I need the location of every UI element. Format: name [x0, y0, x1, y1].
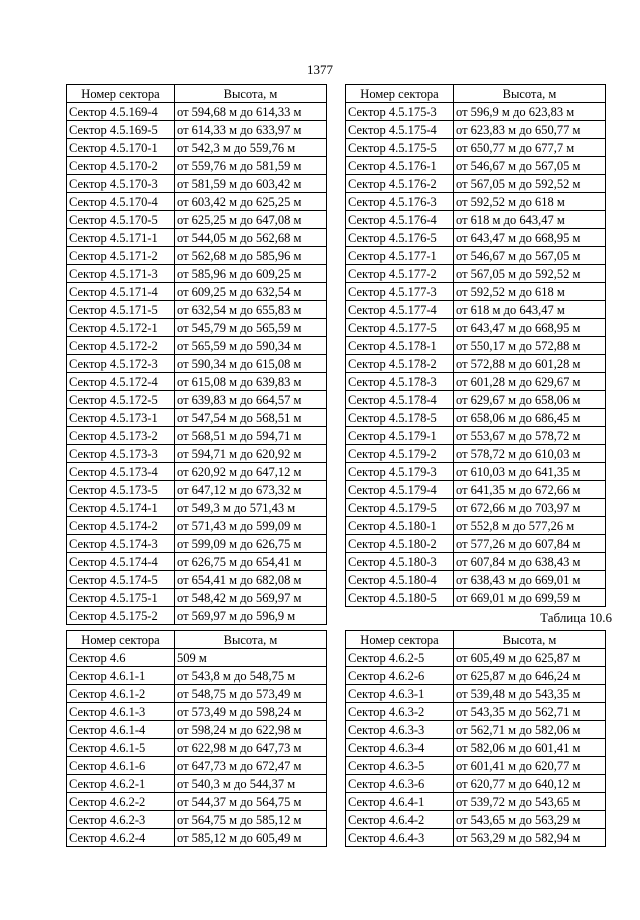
table-row [67, 427, 327, 445]
height-cell: от 632,54 м до 655,83 м [175, 301, 327, 319]
sector-cell: Сектор 4.5.176-4 [346, 211, 454, 229]
height-cell: от 609,25 м до 632,54 м [175, 283, 327, 301]
height-cell: от 618 м до 643,47 м [454, 301, 606, 319]
sector-cell: Сектор 4.5.170-5 [67, 211, 175, 229]
sector-cell: Сектор 4.6.1-4 [67, 721, 175, 739]
table-row [67, 193, 327, 211]
height-cell: от 573,49 м до 598,24 м [175, 703, 327, 721]
height-cell: от 641,35 м до 672,66 м [454, 481, 606, 499]
height-cell: от 546,67 м до 567,05 м [454, 157, 606, 175]
sector-cell: Сектор 4.5.176-2 [346, 175, 454, 193]
table-row [67, 121, 327, 139]
sector-cell: Сектор 4.5.178-1 [346, 337, 454, 355]
header-sector: Номер сектора [346, 631, 454, 649]
height-cell: от 563,29 м до 582,94 м [454, 829, 606, 847]
sector-cell: Сектор 4.5.170-1 [67, 139, 175, 157]
table-row [346, 685, 606, 703]
height-cell: от 542,3 м до 559,76 м [175, 139, 327, 157]
sector-cell: Сектор 4.5.171-4 [67, 283, 175, 301]
sector-cell: Сектор 4.6.3-1 [346, 685, 454, 703]
sector-cell: Сектор 4.5.178-5 [346, 409, 454, 427]
table-header-row [67, 85, 327, 103]
sector-cell: Сектор 4.5.170-2 [67, 157, 175, 175]
table-row [346, 157, 606, 175]
sector-cell: Сектор 4.5.177-5 [346, 319, 454, 337]
height-cell: от 596,9 м до 623,83 м [454, 103, 606, 121]
height-cell: от 643,47 м до 668,95 м [454, 229, 606, 247]
sector-cell: Сектор 4.5.180-4 [346, 571, 454, 589]
height-cell: от 544,37 м до 564,75 м [175, 793, 327, 811]
table-row [346, 649, 606, 667]
table-row [67, 211, 327, 229]
sector-cell: Сектор 4.6.4-2 [346, 811, 454, 829]
sector-cell: Сектор 4.6.3-4 [346, 739, 454, 757]
sector-cell: Сектор 4.6 [67, 649, 175, 667]
sector-cell: Сектор 4.6.3-6 [346, 775, 454, 793]
sector-cell: Сектор 4.5.174-5 [67, 571, 175, 589]
table-row [346, 481, 606, 499]
height-cell: от 565,59 м до 590,34 м [175, 337, 327, 355]
height-cell: от 638,43 м до 669,01 м [454, 571, 606, 589]
table-row [346, 811, 606, 829]
table-row [346, 463, 606, 481]
height-cell: от 562,68 м до 585,96 м [175, 247, 327, 265]
height-cell: от 567,05 м до 592,52 м [454, 175, 606, 193]
sector-cell: Сектор 4.5.175-2 [67, 607, 175, 625]
table-header-row [346, 85, 606, 103]
table-row [346, 121, 606, 139]
table-row [67, 739, 327, 757]
height-cell: от 559,76 м до 581,59 м [175, 157, 327, 175]
sector-cell: Сектор 4.5.177-2 [346, 265, 454, 283]
table-caption: Таблица 10.6 [540, 610, 612, 625]
height-cell: от 639,83 м до 664,57 м [175, 391, 327, 409]
table-row [346, 373, 606, 391]
table-header-row [346, 631, 606, 649]
table-row [346, 553, 606, 571]
height-cell: от 601,28 м до 629,67 м [454, 373, 606, 391]
sector-cell: Сектор 4.5.170-4 [67, 193, 175, 211]
sector-cell: Сектор 4.6.2-4 [67, 829, 175, 847]
sector-cell: Сектор 4.6.1-5 [67, 739, 175, 757]
sector-cell: Сектор 4.6.3-5 [346, 757, 454, 775]
height-cell: от 545,79 м до 565,59 м [175, 319, 327, 337]
sector-cell: Сектор 4.6.2-2 [67, 793, 175, 811]
sector-cell: Сектор 4.5.172-2 [67, 337, 175, 355]
table-row [67, 157, 327, 175]
height-cell: от 615,08 м до 639,83 м [175, 373, 327, 391]
table-row [346, 775, 606, 793]
table-row [346, 283, 606, 301]
table-row [67, 337, 327, 355]
height-cell: от 594,71 м до 620,92 м [175, 445, 327, 463]
table-row [67, 535, 327, 553]
sector-height-table-3 [66, 630, 327, 847]
sector-cell: Сектор 4.6.2-3 [67, 811, 175, 829]
height-cell: от 618 м до 643,47 м [454, 211, 606, 229]
table-row [346, 229, 606, 247]
sector-cell: Сектор 4.6.3-3 [346, 721, 454, 739]
sector-cell: Сектор 4.5.177-4 [346, 301, 454, 319]
table-row [67, 829, 327, 847]
table-row [67, 391, 327, 409]
sector-cell: Сектор 4.5.175-3 [346, 103, 454, 121]
sector-cell: Сектор 4.5.174-3 [67, 535, 175, 553]
table-row [346, 139, 606, 157]
table-row [346, 757, 606, 775]
table-row [346, 427, 606, 445]
sector-cell: Сектор 4.5.175-4 [346, 121, 454, 139]
height-cell: от 581,59 м до 603,42 м [175, 175, 327, 193]
sector-cell: Сектор 4.6.1-2 [67, 685, 175, 703]
height-cell: от 592,52 м до 618 м [454, 283, 606, 301]
height-cell: от 543,8 м до 548,75 м [175, 667, 327, 685]
table-row [346, 247, 606, 265]
sector-cell: Сектор 4.5.176-5 [346, 229, 454, 247]
sector-cell: Сектор 4.5.171-2 [67, 247, 175, 265]
table-row [346, 517, 606, 535]
table-row [346, 301, 606, 319]
height-cell: от 592,52 м до 618 м [454, 193, 606, 211]
sector-cell: Сектор 4.5.178-3 [346, 373, 454, 391]
height-cell: от 647,12 м до 673,32 м [175, 481, 327, 499]
height-cell: от 601,41 м до 620,77 м [454, 757, 606, 775]
sector-height-table-1 [66, 84, 327, 625]
table-row [67, 373, 327, 391]
sector-cell: Сектор 4.5.171-1 [67, 229, 175, 247]
table-row [67, 283, 327, 301]
sector-cell: Сектор 4.5.172-4 [67, 373, 175, 391]
table-row [346, 571, 606, 589]
height-cell: от 605,49 м до 625,87 м [454, 649, 606, 667]
height-cell: от 552,8 м до 577,26 м [454, 517, 606, 535]
sector-cell: Сектор 4.5.174-2 [67, 517, 175, 535]
table-row [67, 319, 327, 337]
header-height: Высота, м [175, 85, 327, 103]
height-cell: от 598,24 м до 622,98 м [175, 721, 327, 739]
height-cell: от 643,47 м до 668,95 м [454, 319, 606, 337]
height-cell: от 578,72 м до 610,03 м [454, 445, 606, 463]
height-cell: от 658,06 м до 686,45 м [454, 409, 606, 427]
sector-cell: Сектор 4.5.180-5 [346, 589, 454, 607]
table-row [67, 517, 327, 535]
table-row [346, 337, 606, 355]
header-height: Высота, м [454, 85, 606, 103]
table-row [67, 175, 327, 193]
sector-cell: Сектор 4.5.180-2 [346, 535, 454, 553]
height-cell: от 654,41 м до 682,08 м [175, 571, 327, 589]
height-cell: от 650,77 м до 677,7 м [454, 139, 606, 157]
sector-cell: Сектор 4.5.179-5 [346, 499, 454, 517]
table-row [346, 175, 606, 193]
sector-cell: Сектор 4.5.170-3 [67, 175, 175, 193]
height-cell: от 626,75 м до 654,41 м [175, 553, 327, 571]
height-cell: от 647,73 м до 672,47 м [175, 757, 327, 775]
table-row [67, 553, 327, 571]
sector-cell: Сектор 4.6.1-6 [67, 757, 175, 775]
table-row [67, 409, 327, 427]
sector-cell: Сектор 4.6.3-2 [346, 703, 454, 721]
height-cell: от 672,66 м до 703,97 м [454, 499, 606, 517]
height-cell: от 607,84 м до 638,43 м [454, 553, 606, 571]
sector-cell: Сектор 4.5.174-1 [67, 499, 175, 517]
height-cell: от 623,83 м до 650,77 м [454, 121, 606, 139]
sector-cell: Сектор 4.5.178-4 [346, 391, 454, 409]
height-cell: от 569,97 м до 596,9 м [175, 607, 327, 625]
table-row [67, 589, 327, 607]
sector-cell: Сектор 4.5.172-5 [67, 391, 175, 409]
header-sector: Номер сектора [67, 631, 175, 649]
height-cell: 509 м [175, 649, 327, 667]
table-row [67, 463, 327, 481]
table-row [67, 607, 327, 625]
height-cell: от 550,17 м до 572,88 м [454, 337, 606, 355]
table-row [346, 499, 606, 517]
table-row [67, 355, 327, 373]
table-row [346, 739, 606, 757]
table-row [67, 685, 327, 703]
table-row [346, 535, 606, 553]
table-row [67, 757, 327, 775]
height-cell: от 620,77 м до 640,12 м [454, 775, 606, 793]
table-row [67, 775, 327, 793]
height-cell: от 547,54 м до 568,51 м [175, 409, 327, 427]
table-row [67, 265, 327, 283]
sector-cell: Сектор 4.5.173-5 [67, 481, 175, 499]
table-row [346, 667, 606, 685]
sector-cell: Сектор 4.5.173-3 [67, 445, 175, 463]
height-cell: от 603,42 м до 625,25 м [175, 193, 327, 211]
table-row [346, 829, 606, 847]
sector-cell: Сектор 4.5.174-4 [67, 553, 175, 571]
height-cell: от 582,06 м до 601,41 м [454, 739, 606, 757]
height-cell: от 625,25 м до 647,08 м [175, 211, 327, 229]
table-row [346, 703, 606, 721]
sector-cell: Сектор 4.5.171-3 [67, 265, 175, 283]
table-row [67, 793, 327, 811]
sector-cell: Сектор 4.5.179-2 [346, 445, 454, 463]
sector-cell: Сектор 4.5.179-3 [346, 463, 454, 481]
table-row [346, 793, 606, 811]
sector-cell: Сектор 4.6.4-3 [346, 829, 454, 847]
sector-cell: Сектор 4.6.2-1 [67, 775, 175, 793]
sector-cell: Сектор 4.6.1-1 [67, 667, 175, 685]
height-cell: от 622,98 м до 647,73 м [175, 739, 327, 757]
height-cell: от 614,33 м до 633,97 м [175, 121, 327, 139]
table-row [67, 721, 327, 739]
height-cell: от 539,72 м до 543,65 м [454, 793, 606, 811]
table-row [67, 247, 327, 265]
table-row [67, 301, 327, 319]
height-cell: от 577,26 м до 607,84 м [454, 535, 606, 553]
header-height: Высота, м [454, 631, 606, 649]
sector-cell: Сектор 4.5.176-3 [346, 193, 454, 211]
sector-height-table-4 [345, 630, 606, 847]
height-cell: от 549,3 м до 571,43 м [175, 499, 327, 517]
height-cell: от 548,42 м до 569,97 м [175, 589, 327, 607]
table-row [67, 103, 327, 121]
sector-cell: Сектор 4.5.175-1 [67, 589, 175, 607]
height-cell: от 625,87 м до 646,24 м [454, 667, 606, 685]
table-row [346, 391, 606, 409]
sector-cell: Сектор 4.5.180-1 [346, 517, 454, 535]
height-cell: от 620,92 м до 647,12 м [175, 463, 327, 481]
sector-cell: Сектор 4.6.2-6 [346, 667, 454, 685]
table-row [67, 703, 327, 721]
height-cell: от 590,34 м до 615,08 м [175, 355, 327, 373]
sector-cell: Сектор 4.5.176-1 [346, 157, 454, 175]
height-cell: от 599,09 м до 626,75 м [175, 535, 327, 553]
height-cell: от 567,05 м до 592,52 м [454, 265, 606, 283]
table-row [67, 499, 327, 517]
height-cell: от 564,75 м до 585,12 м [175, 811, 327, 829]
height-cell: от 594,68 м до 614,33 м [175, 103, 327, 121]
header-height: Высота, м [175, 631, 327, 649]
table-row [67, 811, 327, 829]
sector-cell: Сектор 4.5.169-4 [67, 103, 175, 121]
sector-cell: Сектор 4.5.177-1 [346, 247, 454, 265]
sector-cell: Сектор 4.5.179-1 [346, 427, 454, 445]
sector-height-table-2 [345, 84, 606, 607]
table-row [67, 649, 327, 667]
height-cell: от 548,75 м до 573,49 м [175, 685, 327, 703]
header-sector: Номер сектора [67, 85, 175, 103]
height-cell: от 540,3 м до 544,37 м [175, 775, 327, 793]
height-cell: от 585,12 м до 605,49 м [175, 829, 327, 847]
height-cell: от 571,43 м до 599,09 м [175, 517, 327, 535]
height-cell: от 669,01 м до 699,59 м [454, 589, 606, 607]
sector-cell: Сектор 4.5.172-1 [67, 319, 175, 337]
sector-cell: Сектор 4.5.173-1 [67, 409, 175, 427]
table-row [346, 211, 606, 229]
table-row [346, 589, 606, 607]
table-header-row [67, 631, 327, 649]
height-cell: от 562,71 м до 582,06 м [454, 721, 606, 739]
height-cell: от 539,48 м до 543,35 м [454, 685, 606, 703]
height-cell: от 543,65 м до 563,29 м [454, 811, 606, 829]
height-cell: от 553,67 м до 578,72 м [454, 427, 606, 445]
sector-cell: Сектор 4.6.1-3 [67, 703, 175, 721]
height-cell: от 546,67 м до 567,05 м [454, 247, 606, 265]
height-cell: от 610,03 м до 641,35 м [454, 463, 606, 481]
table-row [67, 571, 327, 589]
table-row [346, 193, 606, 211]
table-row [67, 481, 327, 499]
sector-cell: Сектор 4.5.179-4 [346, 481, 454, 499]
height-cell: от 544,05 м до 562,68 м [175, 229, 327, 247]
height-cell: от 572,88 м до 601,28 м [454, 355, 606, 373]
sector-cell: Сектор 4.5.178-2 [346, 355, 454, 373]
sector-cell: Сектор 4.5.173-4 [67, 463, 175, 481]
sector-cell: Сектор 4.5.172-3 [67, 355, 175, 373]
height-cell: от 543,35 м до 562,71 м [454, 703, 606, 721]
table-row [346, 319, 606, 337]
table-row [346, 445, 606, 463]
sector-cell: Сектор 4.5.169-5 [67, 121, 175, 139]
sector-cell: Сектор 4.6.2-5 [346, 649, 454, 667]
table-row [67, 229, 327, 247]
table-row [346, 409, 606, 427]
height-cell: от 568,51 м до 594,71 м [175, 427, 327, 445]
table-row [67, 667, 327, 685]
height-cell: от 629,67 м до 658,06 м [454, 391, 606, 409]
page-number: 1377 [307, 62, 333, 77]
sector-cell: Сектор 4.5.177-3 [346, 283, 454, 301]
table-row [346, 103, 606, 121]
table-row [67, 139, 327, 157]
table-row [346, 265, 606, 283]
height-cell: от 585,96 м до 609,25 м [175, 265, 327, 283]
sector-cell: Сектор 4.6.4-1 [346, 793, 454, 811]
sector-cell: Сектор 4.5.175-5 [346, 139, 454, 157]
table-row [346, 355, 606, 373]
sector-cell: Сектор 4.5.171-5 [67, 301, 175, 319]
sector-cell: Сектор 4.5.173-2 [67, 427, 175, 445]
table-row [67, 445, 327, 463]
table-row [346, 721, 606, 739]
header-sector: Номер сектора [346, 85, 454, 103]
sector-cell: Сектор 4.5.180-3 [346, 553, 454, 571]
